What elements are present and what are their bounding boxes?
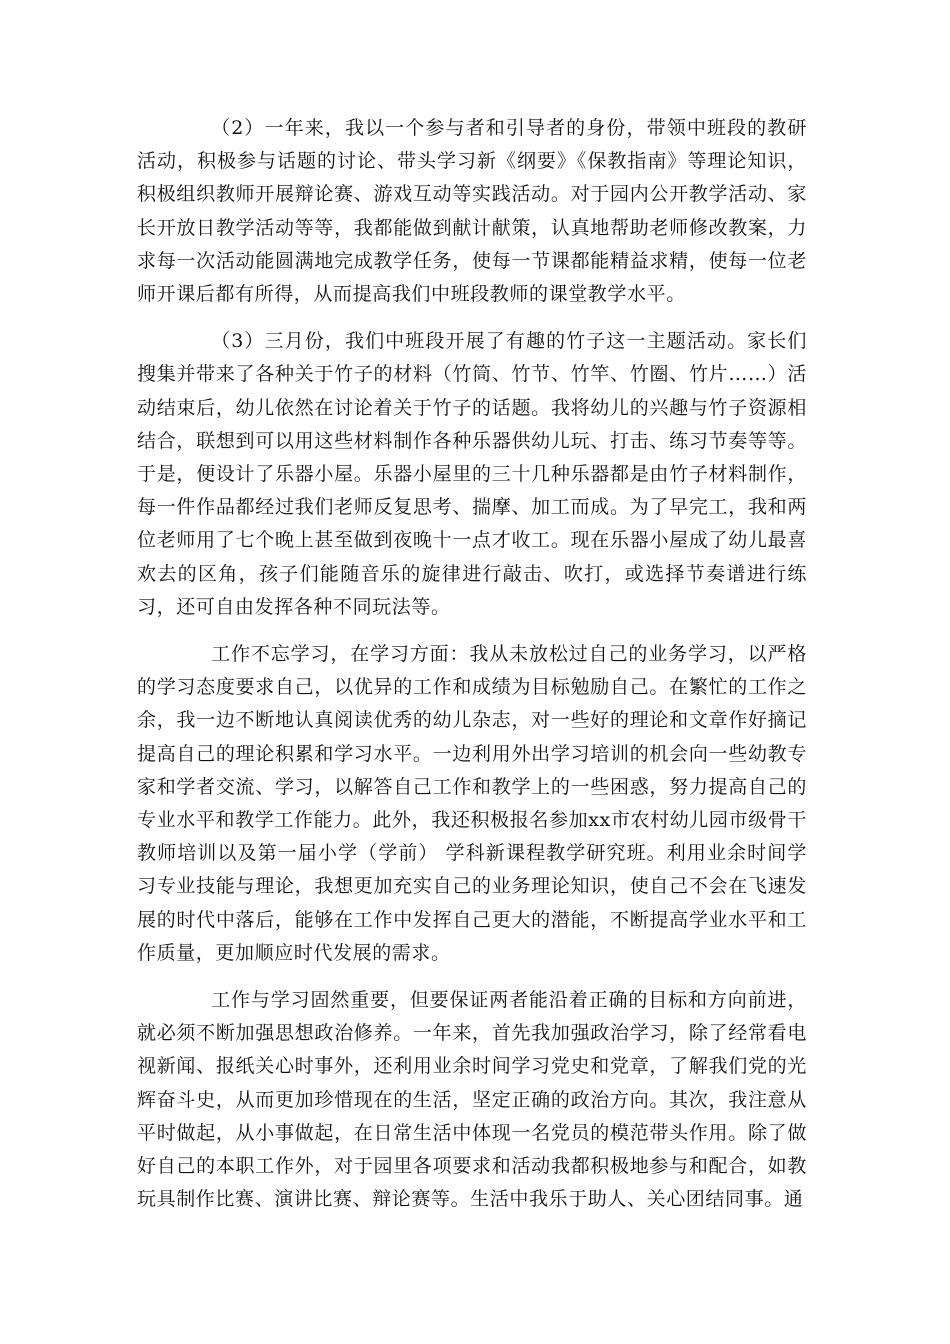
paragraph-bamboo-theme: （3）三月份，我们中班段开展了有趣的竹子这一主题活动。家长们搜集并带来了各种关于竹子的材料（竹筒、竹节、竹竿、竹圈、竹片……）活动结束后，幼儿依然在讨论着关于竹子的话题。我将幼儿的兴趣与竹子资源相结合，联想到可以用这些材料制作各种乐器供幼儿玩、打击、练习节奏等等。于是，便设计了乐器小屋。乐器小屋里的三十几种乐器都是由竹子材料制作，每一件作品都经过我们老师反复思考、揣摩、加工而成。为了早完工，我和两位老师用了七个晚上甚至做到夜晚十一点才收工。现在乐器小屋成了幼儿最喜欢去的区角，孩子们能随音乐的旋律进行敲击、吹打，或选择节奏谱进行练习，还可自由发挥各种不同玩法等。 — [137, 330, 807, 618]
paragraph-study: 工作不忘学习，在学习方面：我从未放松过自己的业务学习，以严格的学习态度要求自己，以优异的工作和成绩为目标勉励自己。在繁忙的工作之余，我一边不断地认真阅读优秀的幼儿杂志，对一些好的理论和文章作好摘记提高自己的理论积累和学习水平。一边利用外出学习培训的机会向一些幼教专家和学者交流、学习，以解答自己工作和教学上的一些困惑，努力提高自己的专业水平和教学工作能力。此外，我还积极报名参加xx市农村幼儿园市级骨干教师培训以及第一届小学（学前） 学科新课程教学研究班。利用业余时间学习专业技能与理论，我想更加充实自己的业务理论知识，使自己不会在飞速发展的时代中落后，能够在工作中发挥自己更大的潜能，不断提高学业水平和工作质量，更加顺应时代发展的需求。 — [137, 643, 807, 964]
paragraph-political-study: 工作与学习固然重要，但要保证两者能沿着正确的目标和方向前进，就必须不断加强思想政治修养。一年来，首先我加强政治学习，除了经常看电视新闻、报纸关心时事外，还利用业余时间学习党史和党章，了解我们党的光辉奋斗史，从而更加珍惜现在的生活，坚定正确的政治方向。其次，我注意从平时做起，从小事做起，在日常生活中体现一名党员的模范带头作用。除了做好自己的本职工作外，对于园里各项要求和活动我都积极地参与和配合，如教玩具制作比赛、演讲比赛、辩论赛等。生活中我乐于助人、关心团结同事。通 — [137, 989, 807, 1211]
paragraph-teaching-research: （2）一年来，我以一个参与者和引导者的身份，带领中班段的教研活动，积极参与话题的讨论、带头学习新《纲要》《保教指南》等理论知识，积极组织教师开展辩论赛、游戏互动等实践活动。对于园内公开教学活动、家长开放日教学活动等等，我都能做到献计献策，认真地帮助老师修改教案，力求每一次活动能圆满地完成教学任务，使每一节课都能精益求精，使每一位老师开课后都有所得，从而提高我们中班段教师的课堂教学水平。 — [137, 117, 807, 306]
document-body — [137, 112, 807, 1231]
